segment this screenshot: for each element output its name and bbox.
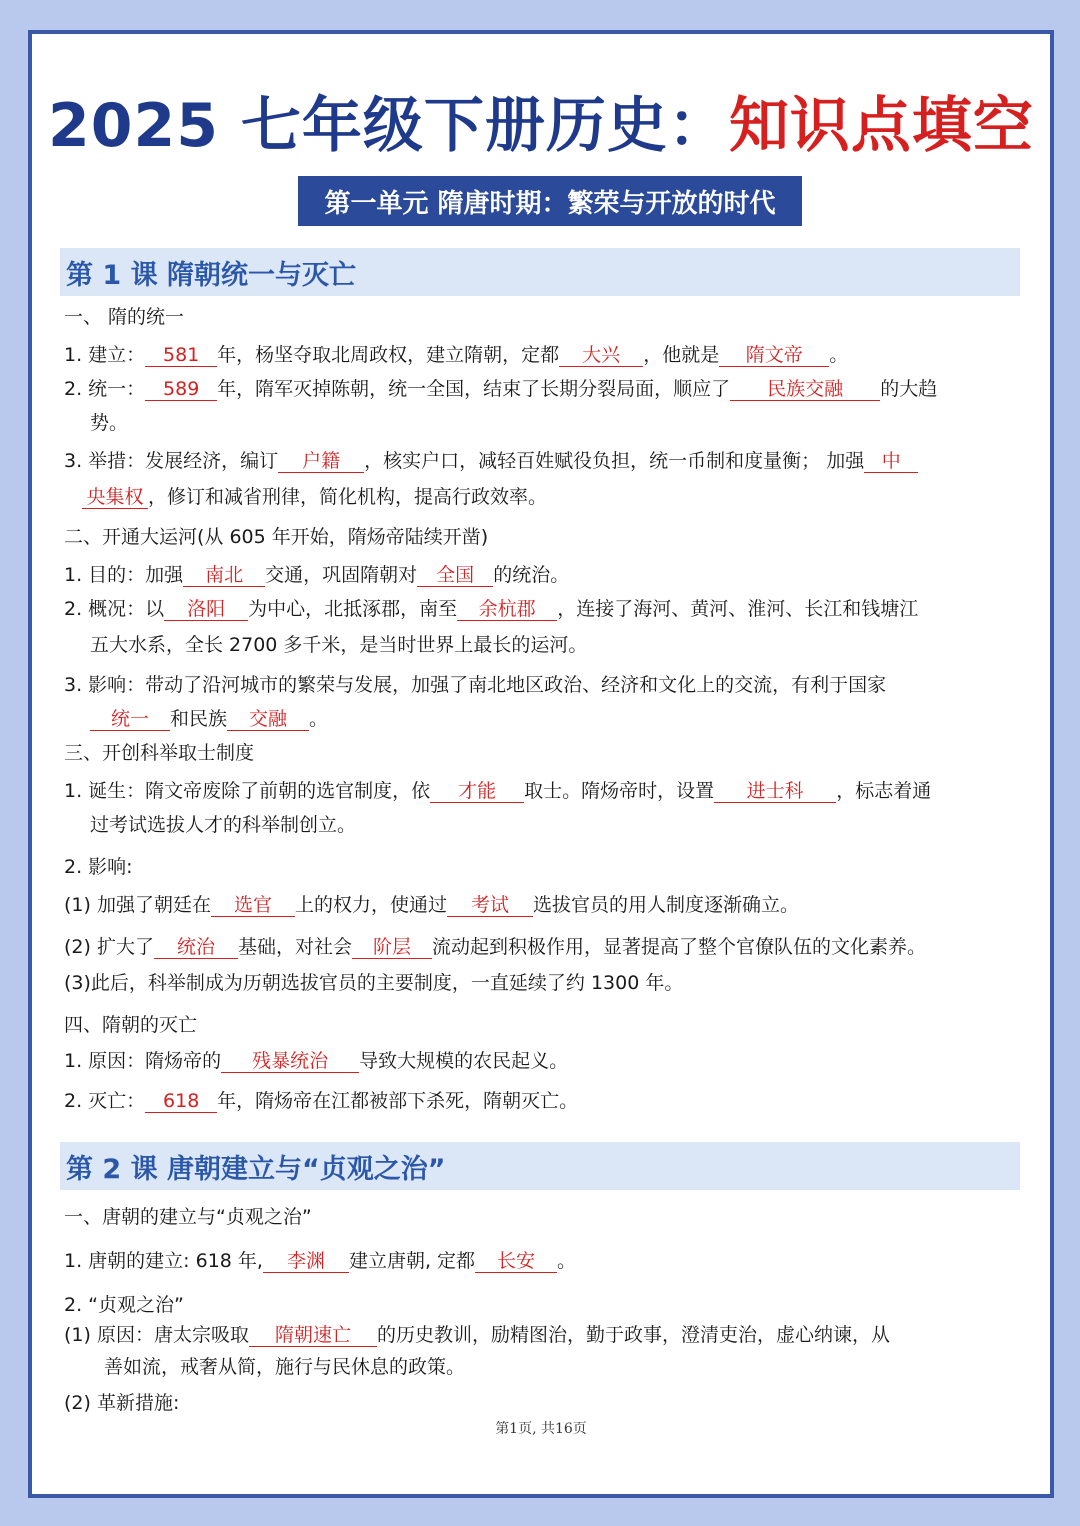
fill-blank: 民族交融 [730,378,880,401]
title-part1: 2025 七年级下册历史： [48,91,729,161]
text-line: 央集权 ，修订和减省刑律，简化机构，提高行政效率。 [82,484,1042,510]
text-line: 2. 统一： 589 年，隋军灭掉陈朝，统一全国，结束了长期分裂局面，顺应了 民族交融 的大趋 [64,378,938,400]
fill-blank: 选官 [211,894,295,917]
text-line: 1. 唐朝的建立: 618 年, 李渊 建立唐朝, 定都 长安 。 [64,1250,577,1272]
text-line: 1. 原因：隋炀帝的 残暴统治 导致大规模的农民起义。 [64,1050,569,1072]
fill-blank: 洛阳 [164,598,248,621]
text-line: 2. 灭亡： 618 年，隋炀帝在江都被部下杀死，隋朝灭亡。 [64,1090,579,1112]
text-line: 势。 [90,412,129,434]
fill-blank: 央集权 [82,486,148,509]
lesson2-heading: 第 2 课 唐朝建立与“贞观之治” [60,1142,1020,1190]
fill-blank: 残暴统治 [221,1050,359,1073]
fill-blank: 阶层 [352,936,432,959]
fill-blank: 大兴 [559,344,643,367]
fill-blank: 全国 [417,564,493,587]
text-line: (1) 原因：唐太宗吸取 隋朝速亡 的历史教训，励精图治，勤于政事，澄清吏治，虚心纳谏，从 [64,1324,890,1346]
text-line: 2. “贞观之治” [64,1294,184,1316]
text-line: 3. 举措：发展经济，编订 户籍 ，核实户口，减轻百姓赋役负担，统一币制和度量衡； 加强 中 [64,448,1024,474]
text-line: 2. 概况：以 洛阳 为中心，北抵涿郡，南至 余杭郡 ，连接了海河、黄河、淮河、长江和钱塘江 [64,598,919,620]
text-line: 1. 诞生：隋文帝废除了前朝的选官制度，依 才能 取士。隋炀帝时，设置 进士科 ，标志着通 [64,780,932,802]
fill-blank: 589 [145,378,217,401]
document-page [28,30,1054,1498]
fill-blank: 618 [145,1090,217,1113]
fill-blank: 考试 [447,894,533,917]
page-footer: 第1页, 共16页 [495,1421,587,1437]
text-line: (3)此后，科举制成为历朝选拔官员的主要制度，一直延续了约 1300 年。 [64,972,684,994]
fill-blank: 隋文帝 [719,344,829,367]
section-heading: 一、 隋的统一 [64,306,185,328]
fill-blank: 中 [864,450,918,473]
unit-banner: 第一单元 隋唐时期：繁荣与开放的时代 [298,176,802,226]
fill-blank: 统一 [90,708,170,731]
fill-blank: 南北 [183,564,265,587]
text-line: 3. 影响：带动了沿河城市的繁荣与发展，加强了南北地区政治、经济和文化上的交流，有利于国家 [64,674,887,696]
title-part2: 知识点填空 [728,91,1034,161]
fill-blank: 隋朝速亡 [249,1324,377,1347]
page-title [32,78,1050,164]
text-line: 1. 目的：加强 南北 交通，巩固隋朝对 全国 的统治。 [64,564,570,586]
section-heading: 四、隋朝的灭亡 [64,1014,198,1036]
fill-blank: 统治 [154,936,238,959]
fill-blank: 余杭郡 [457,598,557,621]
lesson1-heading: 第 1 课 隋朝统一与灭亡 [60,248,1020,296]
fill-blank: 交融 [227,708,309,731]
section-heading: 二、开通大运河(从 605 年开始，隋炀帝陆续开凿) [64,526,489,548]
text-line: (1) 加强了朝廷在 选官 上的权力，使通过 考试 选拔官员的用人制度逐渐确立。 [64,894,799,916]
text-line: (2) 扩大了 统治 基础，对社会 阶层 流动起到积极作用，显著提高了整个官僚队伍的文化素养。 [64,936,926,958]
fill-blank: 才能 [430,780,524,803]
fill-blank: 长安 [475,1250,557,1273]
text-line: 善如流，戒奢从简，施行与民休息的政策。 [104,1356,466,1378]
section-heading: 一、唐朝的建立与“贞观之治” [64,1206,312,1228]
text-line: 五大水系，全长 2700 多千米，是当时世界上最长的运河。 [90,634,588,656]
text-line: 统一 和民族 交融 。 [90,706,1050,732]
text-line: 2. 影响: [64,856,133,878]
text-line: 1. 建立： 581 年，杨坚夺取北周政权，建立隋朝，定都 大兴 ，他就是 隋文帝 。 [64,344,849,366]
text-line: 过考试选拔人才的科举制创立。 [90,814,357,836]
section-heading: 三、开创科举取士制度 [64,742,255,764]
fill-blank: 进士科 [714,780,836,803]
fill-blank: 581 [145,344,217,367]
fill-blank: 户籍 [278,450,364,473]
fill-blank: 李渊 [263,1250,349,1273]
text-line: (2) 革新措施: [64,1392,180,1414]
